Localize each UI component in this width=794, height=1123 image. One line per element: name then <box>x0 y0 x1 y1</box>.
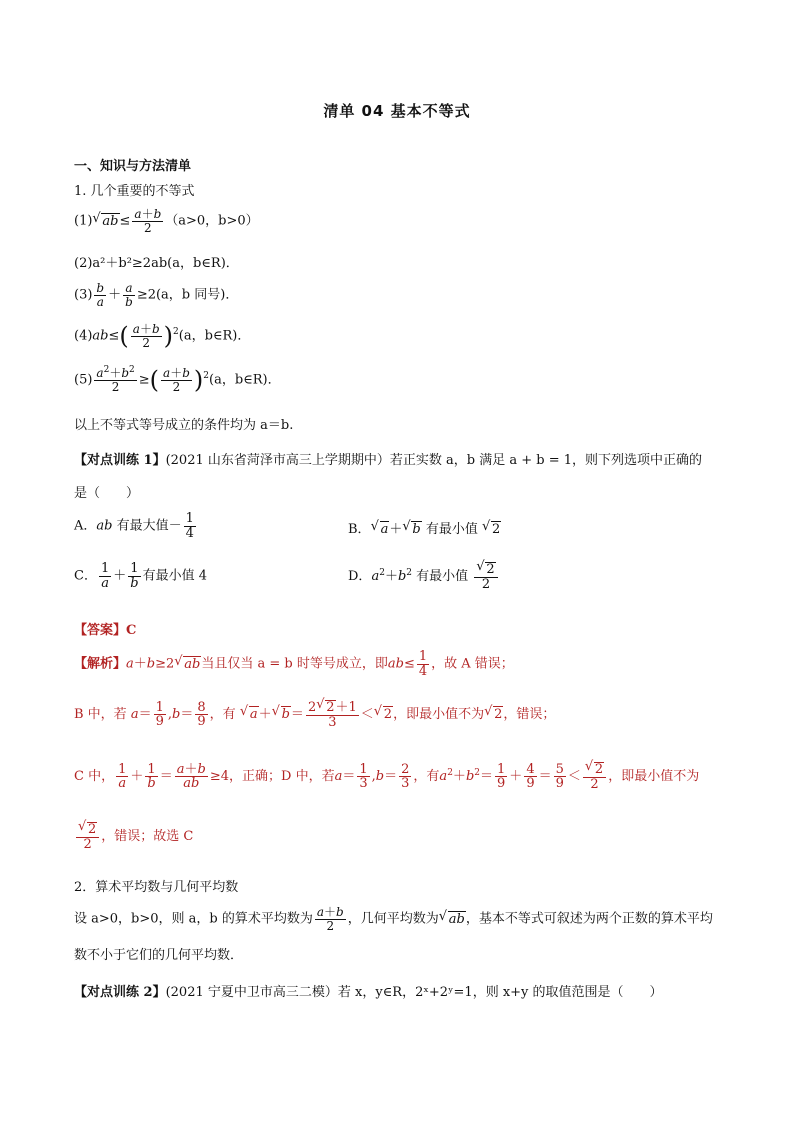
item2-text1c: ，基本不等式可叙述为两个正数的算术平均 <box>465 911 713 927</box>
section-heading: 一、知识与方法清单 <box>74 159 192 174</box>
analysis-label: 【解析】 <box>74 656 127 672</box>
equality-note: 以上不等式等号成立的条件均为 a＝b. <box>74 418 294 433</box>
exercise-2 <box>74 981 663 1000</box>
option-d-text: 有最小值 <box>416 569 469 585</box>
analysis-1-text: 当且仅当 a = b 时等号成立，即 <box>201 656 388 672</box>
inequality-4-condition: (a，b∈R)． <box>178 328 251 344</box>
analysis-4-end: ，错误；故选 C <box>101 829 194 845</box>
item2-text-line2: 数不小于它们的几何平均数． <box>74 948 244 963</box>
item2-heading: 2．算术平均数与几何平均数 <box>74 880 239 895</box>
exercise-1-label: 【对点训练 1】 <box>74 453 166 468</box>
analysis-1-end: ，故 A 错误； <box>431 656 514 672</box>
exercise-1-text2: 是（ ） <box>74 486 140 501</box>
analysis-3-mid: ，正确；D 中，若 <box>229 769 335 785</box>
analysis-2-start: B 中，若 <box>74 707 127 723</box>
inequality-5: (5) $\frac{a^2+b^2}{2}$ ≥( $\frac{a+b}{2}$ )$^2$(a，b∈R)． <box>74 365 281 394</box>
answer: 【答案】C <box>74 623 137 638</box>
analysis-2-tail: ，错误； <box>503 707 556 723</box>
exercise-1-text: (2021 山东省菏泽市高三上学期期中）若正实数 a，b 满足 a + b = 1，则下列选项中正确的 <box>165 453 702 468</box>
analysis-line-2: B 中，若 a＝ $\frac{1}{9}$ ,b＝ $\frac{8}{9}$ ，有 √ a＋√ b＝ $\frac{2√ 2+1}{3}$ ＜√ 2，即最小值不为√ 2，错误； <box>74 700 555 729</box>
inequality-5-condition: (a，b∈R)． <box>209 372 281 388</box>
item2-text-line1: 设 a>0，b>0，则 a，b 的算术平均数为 $\frac{a+b}{2}$ ，几何平均数为√ ab，基本不等式可叙述为两个正数的算术平均 <box>74 906 713 932</box>
analysis-line-4: √ $\frac{2}{2}$ ，错误；故选 C <box>74 822 193 851</box>
item2-text1: 设 a>0，b>0，则 a，b 的算术平均数为 <box>74 911 313 927</box>
option-a: A．ab 有最大值－ $\frac{1}{4}$ <box>74 511 194 541</box>
inequality-3: (3) $\frac{b}{a}$ ＋ $\frac{a}{b}$ ≥2(a，b 同号)． <box>74 281 239 309</box>
item1-heading: 1. 几个重要的不等式 <box>74 184 195 199</box>
option-c-text: 有最小值 4 <box>142 568 207 584</box>
item2-text1b: ，几何平均数为 <box>347 911 439 927</box>
inequality-4: (4)ab≤( $\frac{a+b}{2}$ )$^2$(a，b∈R)． <box>74 321 251 350</box>
exercise-2-label: 【对点训练 2】 <box>74 985 166 1000</box>
inequality-1: (1)√ ab≤ $\frac{a+b}{2}$ （a>0，b>0） <box>74 208 259 234</box>
analysis-line-1: 【解析】a＋b≥2√ ab当且仅当 a = b 时等号成立，即ab≤ $\frac{1}{4}$ ，故 A 错误； <box>74 650 514 678</box>
analysis-3-start: C 中， <box>74 769 115 785</box>
analysis-3-end: ，即最小值不为 <box>608 769 700 785</box>
exercise-1 <box>74 449 702 468</box>
inequality-2: (2)a²＋b²≥2ab(a，b∈R)． <box>74 256 239 271</box>
option-d: D．$a^2+b^2$ 有最小值 √ $\frac{2}{2}$ <box>348 562 500 591</box>
inequality-3-condition: ≥2(a，b 同号)． <box>136 287 239 303</box>
page-title: 清单 04 基本不等式 <box>323 102 471 120</box>
option-b: B．√ a＋√ b 有最小值 √ 2 <box>348 518 501 537</box>
analysis-2-mid: ，有 <box>209 707 236 723</box>
option-c: C． $\frac{1}{a}$ ＋ $\frac{1}{b}$ 有最小值 4 <box>74 561 207 591</box>
analysis-line-3: C 中， $\frac{1}{a}$ ＋ $\frac{1}{b}$ ＝ $\frac{a+b}{ab}$ ≥4，正确；D 中，若a＝ $\frac{1}{3}$ ,b＝ $\frac{2}{3}$ ，有$a^2+b^2=$ $\frac{1}{9}$ ＋ $\frac{4}{9}$ ＝ $\frac{5}{9}$ ＜ √ $\frac{2}{2}$ ，即最小值不为 <box>74 762 699 791</box>
analysis-2-end: ，即最小值不为 <box>393 707 485 723</box>
analysis-3-mid2: ，有 <box>413 769 440 785</box>
exercise-2-text: (2021 宁夏中卫市高三二模）若 x，y∈R，2ˣ+2ʸ=1，则 x+y 的取值范围是（ ） <box>165 985 663 1000</box>
option-a-text: 有最大值 <box>116 518 169 534</box>
inequality-1-condition: （a>0，b>0） <box>165 213 259 229</box>
option-b-text: 有最小值 <box>425 522 478 537</box>
